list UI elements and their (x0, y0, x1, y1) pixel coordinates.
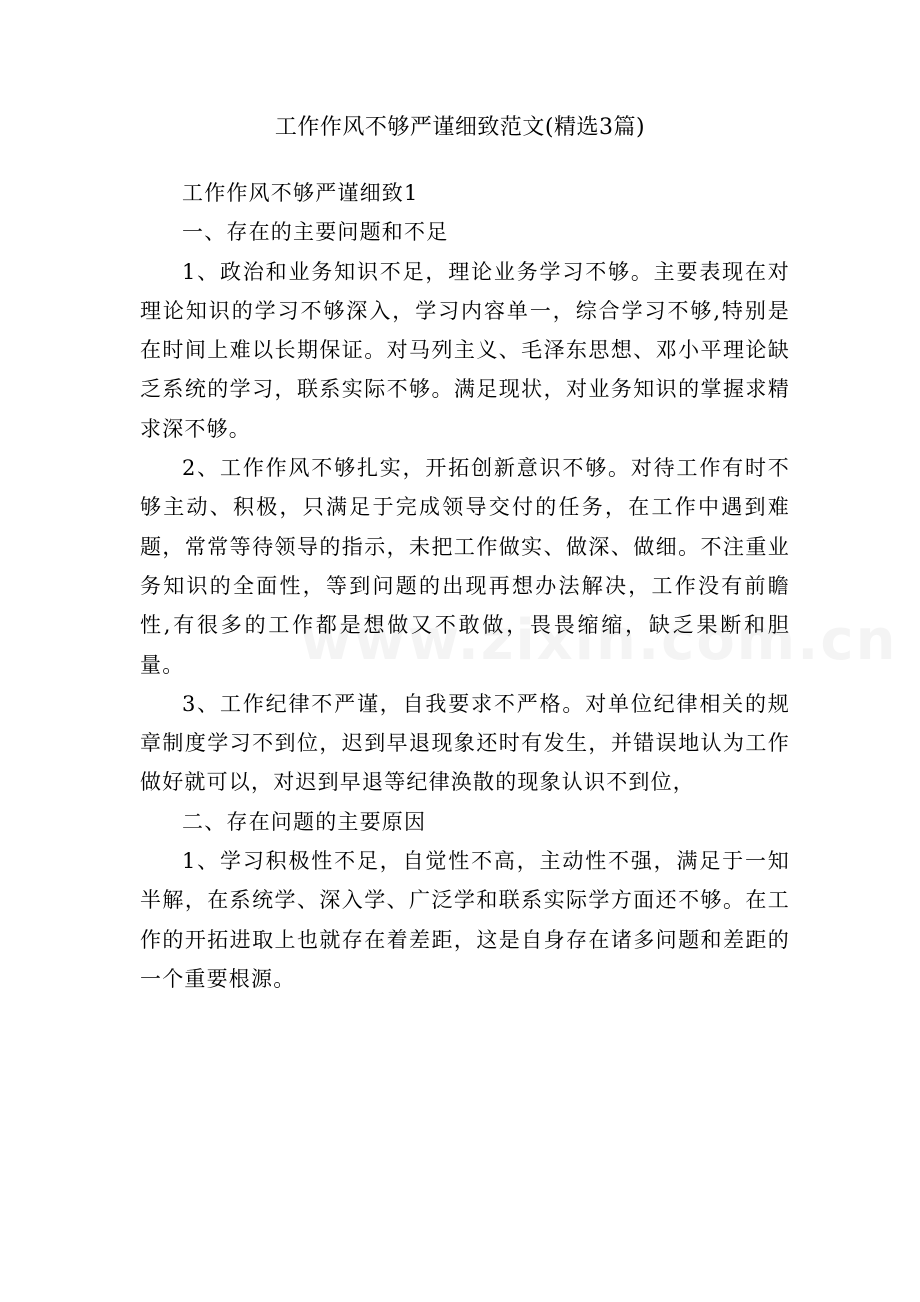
body-paragraph: 3、工作纪律不严谨，自我要求不严格。对单位纪律相关的规章制度学习不到位，迟到早退现象还时有发生，并错误地认为工作做好就可以，对迟到早退等纪律涣散的现象认识不到位， (140, 691, 790, 795)
document-title: 工作作风不够严谨细致范文(精选3篇) (274, 115, 646, 140)
document-body (140, 174, 790, 999)
body-paragraph: 1、学习积极性不足，自觉性不高，主动性不强，满足于一知半解，在系统学、深入学、广泛学和联系实际学方面还不够。在工作的开拓进取上也就存在着差距，这是自身存在诸多问题和差距的一个重要根源。 (140, 849, 790, 991)
subsection-heading: 一、存在的主要问题和不足 (182, 220, 449, 245)
section-heading: 工作作风不够严谨细致1 (182, 181, 419, 205)
subsection-heading: 二、存在问题的主要原因 (182, 809, 427, 834)
body-paragraph: 2、工作作风不够扎实，开拓创新意识不够。对待工作有时不够主动、积极，只满足于完成领导交付的任务，在工作中遇到难题，常常等待领导的指示，未把工作做实、做深、做细。不注重业务知识的全面性，等到问题的出现再想办法解决，工作没有前瞻性,有很多的工作都是想做又不敢做，畏畏缩缩，缺乏果断和胆量。 (140, 456, 790, 677)
body-paragraph: 1、政治和业务知识不足，理论业务学习不够。主要表现在对理论知识的学习不够深入，学习内容单一，综合学习不够,特别是在时间上难以长期保证。对马列主义、毛泽东思想、邓小平理论缺乏系统的学习，联系实际不够。满足现状，对业务知识的掌握求精求深不够。 (140, 259, 790, 441)
